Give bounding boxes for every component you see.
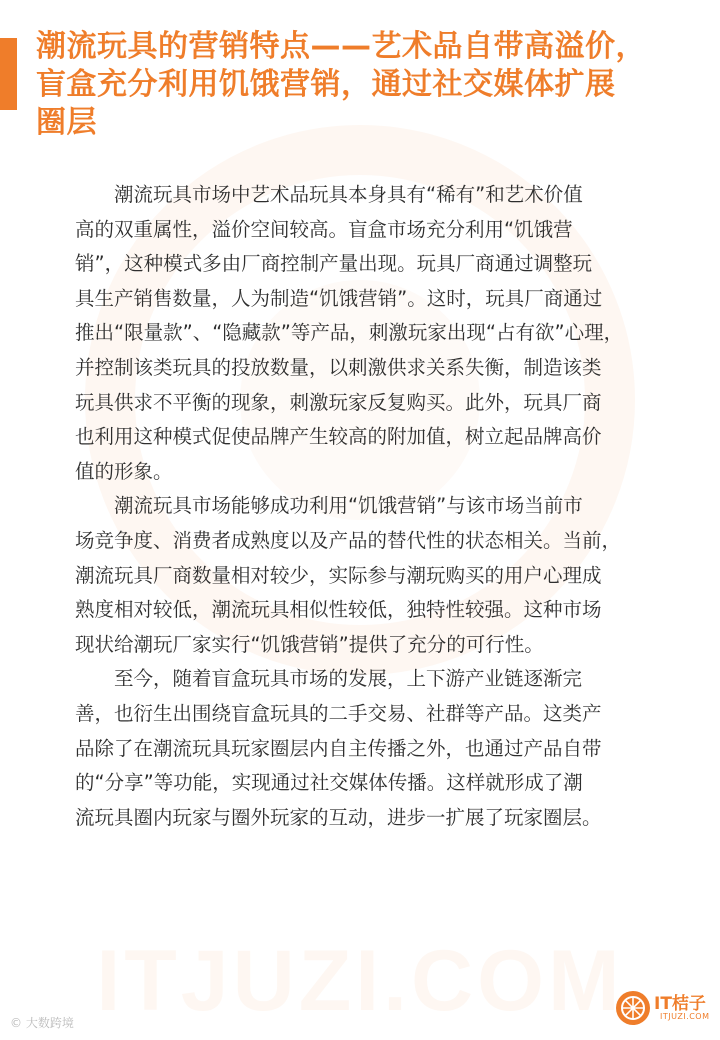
itjuzi-logo	[616, 988, 712, 1028]
page-title	[36, 28, 696, 142]
title-line: 盲盒充分利用饥饿营销，通过社交媒体扩展	[36, 67, 616, 102]
title-line: 潮流玩具的营销特点——艺术品自带高溢价，	[36, 29, 646, 64]
text-line: 品除了在潮流玩具玩家圈层内自主传播之外，也通过产品自带	[75, 736, 602, 760]
text-line: 也利用这种模式促使品牌产生较高的附加值，树立起品牌高价	[75, 425, 602, 449]
text-line: 推出“限量款”、“隐藏款”等产品，刺激玩家出现“占有欲”心理，	[75, 321, 624, 345]
text-line: 熟度相对较低，潮流玩具相似性较低，独特性较强。这种市场	[75, 598, 602, 622]
text-line: 玩具供求不平衡的现象，刺激玩家反复购买。此外，玩具厂商	[75, 390, 602, 414]
title-accent-bar	[0, 38, 17, 110]
text-line: 销”，这种模式多由厂商控制产量出现。玩具厂商通过调整玩	[75, 252, 593, 276]
text-line: 的“分享”等功能，实现通过社交媒体传播。这样就形成了潮	[75, 771, 583, 795]
text-line: 至今，随着盲盒玩具市场的发展，上下游产业链逐渐完	[75, 667, 583, 691]
article-body	[75, 178, 645, 835]
source-watermark: © 大数跨境	[10, 1016, 74, 1030]
text-line: 善，也衍生出围绕盲盒玩具的二手交易、社群等产品。这类产	[75, 701, 602, 725]
text-line: 潮流玩具厂商数量相对较少，实际参与潮玩购买的用户心理成	[75, 563, 602, 587]
text-line: 值的形象。	[75, 459, 173, 483]
paragraph-1	[75, 178, 645, 489]
text-line: 高的双重属性，溢价空间较高。盲盒市场充分利用“饥饿营	[75, 217, 573, 241]
title-line: 圈层	[36, 105, 97, 140]
text-line: 现状给潮玩厂家实行“饥饿营销”提供了充分的可行性。	[75, 632, 544, 656]
text-line: 潮流玩具市场能够成功利用“饥饿营销”与该市场当前市	[75, 494, 583, 518]
text-line: 并控制该类玩具的投放数量，以刺激供求关系失衡，制造该类	[75, 355, 602, 379]
text-line: 场竞争度、消费者成熟度以及产品的替代性的状态相关。当前，	[75, 528, 622, 552]
paragraph-2	[75, 489, 645, 662]
text-line: 流玩具圈内玩家与圈外玩家的互动，进步一扩展了玩家圈层。	[75, 805, 602, 829]
watermark-text: ITJUZI.COM	[96, 933, 624, 1029]
orange-slice-icon	[616, 991, 650, 1025]
paragraph-3	[75, 662, 645, 835]
text-line: 具生产销售数量，人为制造“饥饿营销”。这时，玩具厂商通过	[75, 286, 603, 310]
logo-name: IT桔子	[654, 994, 706, 1014]
text-line: 潮流玩具市场中艺术品玩具本身具有“稀有”和艺术价值	[75, 183, 583, 206]
logo-url: ITJUZI.COM	[660, 1012, 710, 1021]
